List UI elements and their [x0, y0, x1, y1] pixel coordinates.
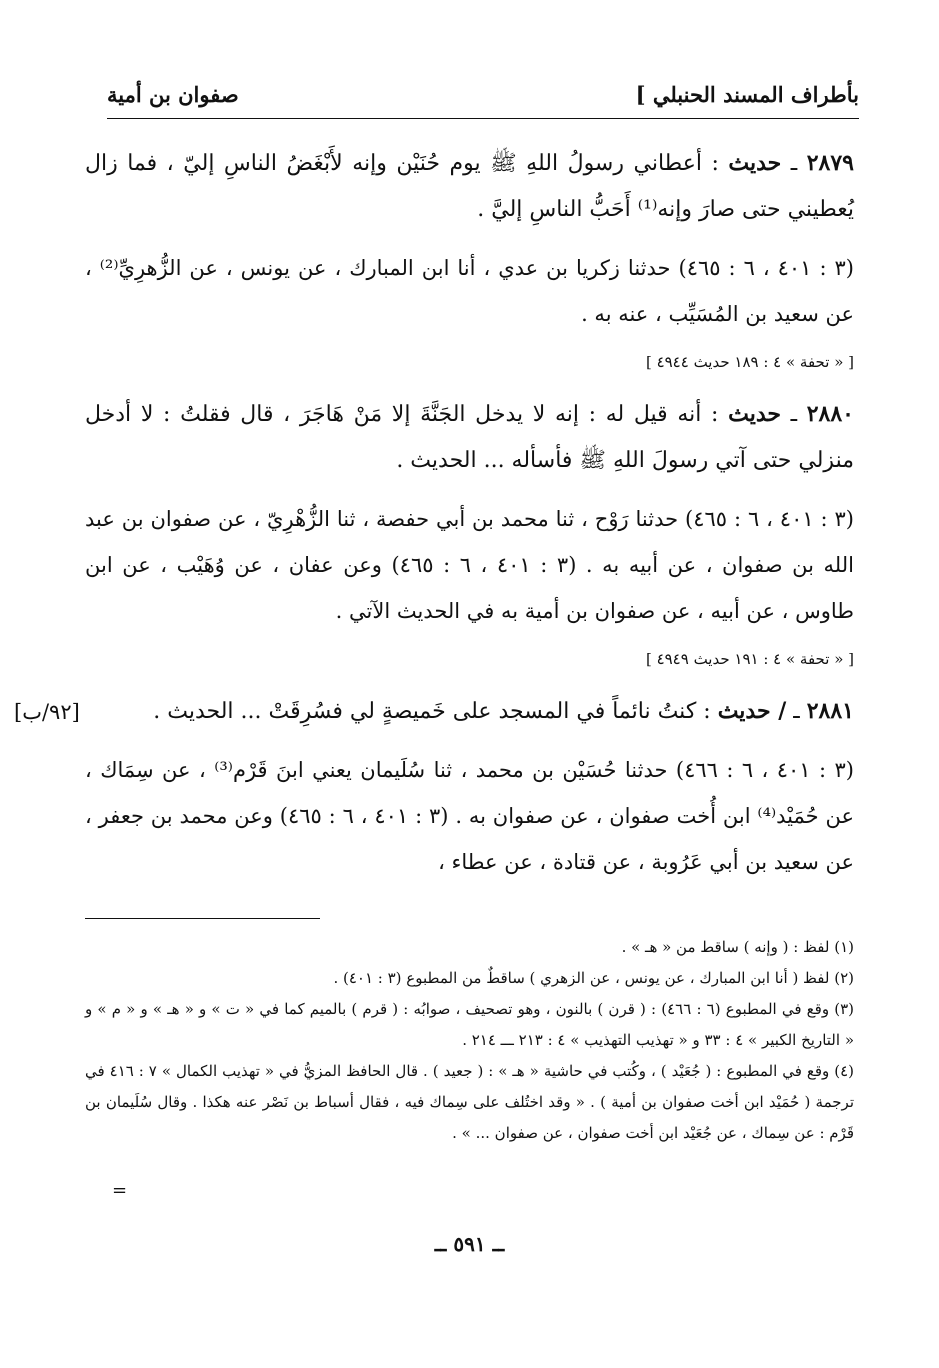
hadith-entry-2880	[85, 391, 854, 674]
footnote-separator	[85, 918, 320, 919]
hadith-text: ٢٨٨١ ـ / حديث : كنتُ نائماً في المسجد على خَميصةٍ لي فسُرِقَتْ ... الحديث .	[153, 698, 854, 724]
hadith-text: ٢٨٨٠ ـ حديث : أنه قيل له : إنه لا يدخل الجَنَّةَ إلا مَنْ هَاجَرَ ، قال فقلتُ : لا أدخل منزلي حتى آتي رسولَ اللهِ ﷺ فأسأله ... الحديث .	[85, 401, 854, 473]
tuhfa-reference: [ « تحفة » ٤ : ١٨٩ حديث ٤٩٤٤ ]	[645, 353, 854, 371]
margin-folio-note: [٩٢/ب]	[14, 700, 80, 724]
hadith-label: حديث	[728, 150, 782, 176]
page-header	[107, 72, 859, 119]
isnad-text: (٣ : ٤٠١ ، ٦ : ٤٦٦) حدثنا حُسَيْن بن محمد ، ثنا سُلَيمان يعني ابنَ قَرْم⁽³⁾ ، عن سِمَاك ، عن حُمَيْد⁽⁴⁾ ابن أُخت صفوان ، عن صفوان به . (٣ : ٤٠١ ، ٦ : ٤٦٥) وعن محمد بن جعفر ، عن سعيد بن أبي عَرُوبة ، عن قتادة ، عن عطاء ،	[85, 758, 854, 874]
hadith-entry-2881	[85, 688, 854, 885]
page-number: ــ ٥٩١ ــ	[434, 1232, 505, 1256]
footnotes	[85, 932, 854, 1149]
hadith-label: / حديث	[717, 698, 787, 724]
hadith-number: ٢٨٨٠	[806, 401, 854, 427]
continuation-mark: =	[112, 1180, 128, 1201]
isnad-text: (٣ : ٤٠١ ، ٦ : ٤٦٥) حدثنا زكريا بن عدي ، أنا ابن المبارك ، عن يونس ، عن الزُّهرِيِّ⁽²⁾ ، عن سعيد بن المُسَيِّب ، عنه به .	[85, 256, 854, 326]
footnote-2: (٢) لفظ ( أنا ابن المبارك ، عن يونس ، عن الزهري ) ساقطٌ من المطبوع (٣ : ٤٠١) .	[333, 969, 854, 987]
hadith-body: : كنتُ نائماً في المسجد على خَميصةٍ لي فسُرِقَتْ ... الحديث .	[153, 699, 718, 724]
hadith-number: ٢٨٧٩	[806, 150, 854, 176]
main-text	[85, 140, 854, 895]
footnote-1: (١) لفظ : ( وإنه ) ساقط من « هـ » .	[621, 938, 854, 956]
running-title-left: صفوان بن أمية	[107, 82, 239, 107]
hadith-label: حديث	[728, 401, 781, 427]
hadith-text: ٢٨٧٩ ـ حديث : أعطاني رسولُ اللهِ ﷺ يوم حُنَيْن وإنه لأَبْغَضُ الناسِ إليّ ، فما زال يُعطيني حتى صارَ وإنه⁽¹⁾ أَحَبُّ الناسِ إليَّ .	[85, 150, 854, 222]
hadith-entry-2879	[85, 140, 854, 377]
hadith-number: ٢٨٨١	[806, 698, 854, 724]
footnote-3: (٣) وقع في المطبوع (٦ : ٤٦٦) : ( قرن ) بالنون ، وهو تصحيف ، صوابُه : ( قرم ) بالميم كما في « ت » و « هـ » و « م » و « التاريخ الكبير » ٤ : ٣٣ و « تهذيب التهذيب » ٤ : ٢١٣ ـــ ٢١٤ .	[85, 1000, 854, 1049]
footnote-4: (٤) وقع في المطبوع : ( جُعَيْد ) ، وكُتب في حاشية « هـ » : ( جعيد ) . قال الحافظ المزيُّ في « تهذيب الكمال » ٧ : ٤١٦ في ترجمة ( حُمَيْد ابن أخت صفوان بن أمية ) . « وقد اختُلف على سِماك فيه ، فقال أسباط بن نَصْر عنه هكذا . وقال سُلَيمان بن قَرْم : عن سِماك ، عن جُعَيْد ابن أخت صفوان ، عن صفوان ... » .	[85, 1062, 854, 1142]
running-title-right: بأطراف المسند الحنبلي ]	[635, 82, 859, 107]
isnad-text: (٣ : ٤٠١ ، ٦ : ٤٦٥) حدثنا رَوْح ، ثنا محمد بن أبي حفصة ، ثنا الزُّهْرِيّ ، عن صفوان بن عبد الله بن صفوان ، عن أبيه به . (٣ : ٤٠١ ، ٦ : ٤٦٥) وعن عفان ، عن وُهَيْب ، عن ابن طاوس ، عن أبيه ، عن صفوان بن أمية به في الحديث الآتي .	[85, 507, 854, 623]
hadith-body: : أعطاني رسولُ اللهِ ﷺ يوم حُنَيْن وإنه لأَبْغَضُ الناسِ إليّ ، فما زال يُعطيني حتى صارَ وإنه⁽¹⁾ أَحَبُّ الناسِ إليَّ .	[85, 151, 854, 222]
tuhfa-reference: [ « تحفة » ٤ : ١٩١ حديث ٤٩٤٩ ]	[645, 650, 854, 668]
hadith-body: : أنه قيل له : إنه لا يدخل الجَنَّةَ إلا مَنْ هَاجَرَ ، قال فقلتُ : لا أدخل منزلي حتى آتي رسولَ اللهِ ﷺ فأسأله ... الحديث .	[85, 402, 854, 473]
